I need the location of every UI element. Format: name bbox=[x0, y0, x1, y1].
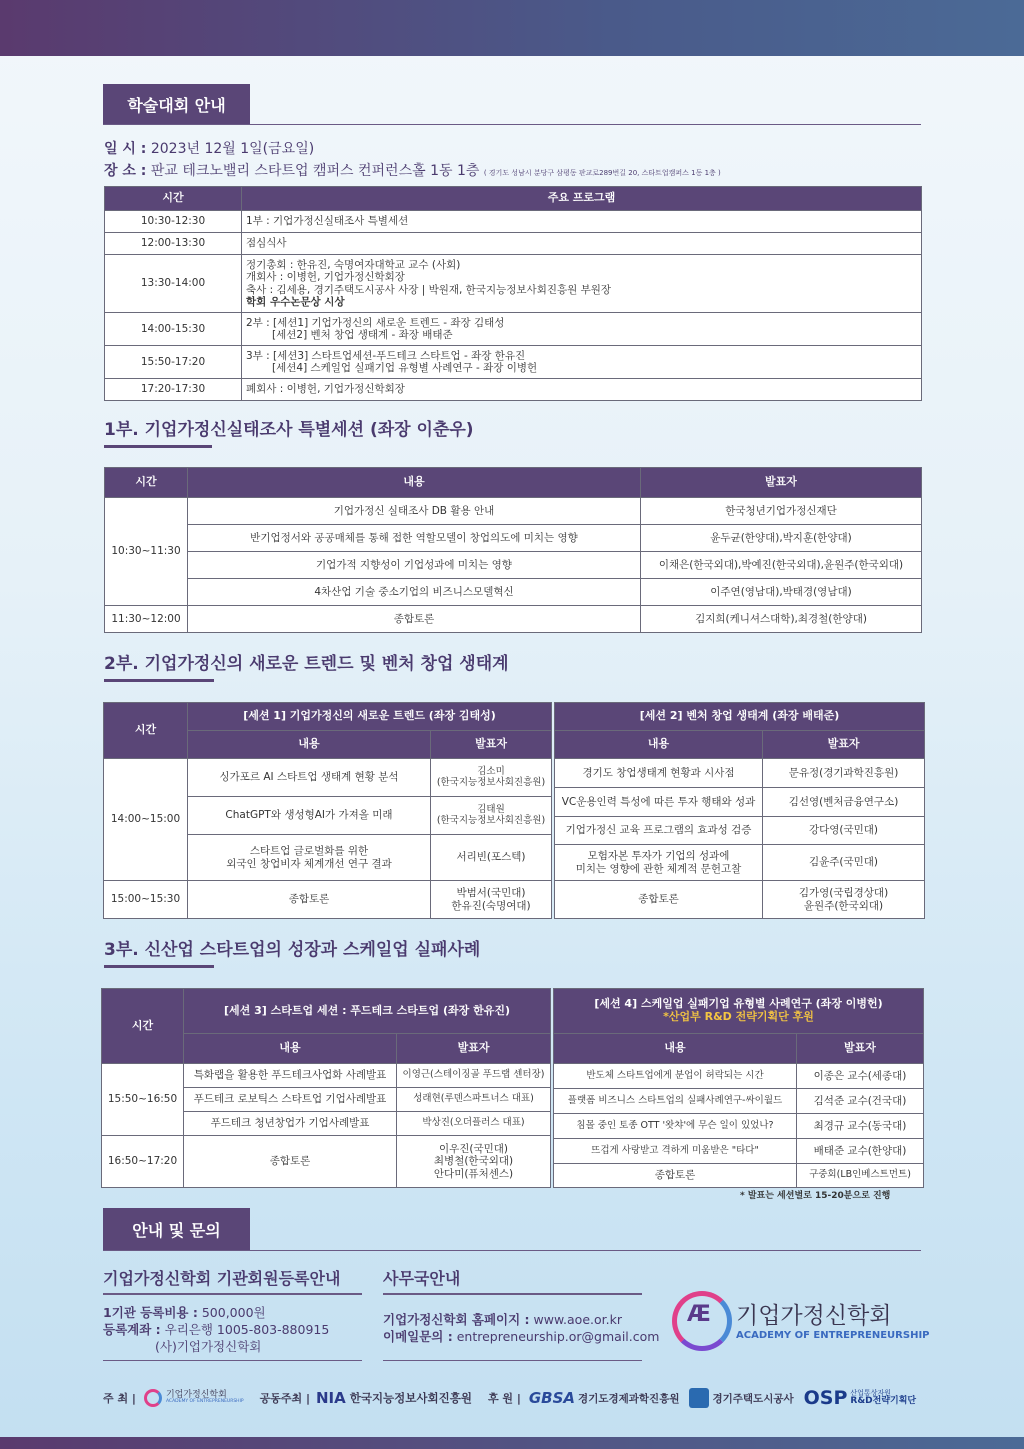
place-line bbox=[104, 160, 721, 180]
part2-session1-table bbox=[103, 702, 552, 919]
host-logo-icon bbox=[144, 1389, 162, 1407]
part1-speaker: 이채은(한국외대),박예진(한국외대),윤원주(한국외대) bbox=[641, 552, 922, 579]
session2-speaker: 강다영(국민대) bbox=[763, 817, 925, 845]
part1-underline bbox=[104, 445, 212, 448]
host-label: 주 최 | bbox=[103, 1392, 136, 1405]
account-value: 우리은행 1005-803-880915 bbox=[164, 1322, 330, 1337]
session4-content: 반도체 스타트업에게 분업이 허락되는 시간 bbox=[554, 1064, 797, 1089]
office-bottom-rule bbox=[383, 1360, 642, 1361]
support-label: 후 원 | bbox=[487, 1392, 521, 1405]
schedule-header-time: 시간 bbox=[105, 187, 242, 211]
session4-header-speaker: 발표자 bbox=[797, 1034, 924, 1064]
email-label: 이메일문의 : bbox=[383, 1329, 453, 1344]
gbsa-name: 경기도경제과학진흥원 bbox=[578, 1392, 680, 1405]
session2-header-content: 내용 bbox=[555, 731, 763, 759]
schedule-program: 폐회사 : 이병헌, 기업가정신학회장 bbox=[242, 379, 922, 401]
session1-speaker bbox=[431, 797, 552, 835]
gbsa-logo: GBSA bbox=[528, 1389, 576, 1407]
program-line: 정기총회 : 한유진, 숙명여자대학교 교수 (사회) bbox=[246, 259, 461, 272]
schedule-time: 13:30-14:00 bbox=[105, 255, 242, 313]
part1-content: 반기업정서와 공공매체를 통해 접한 역할모델이 창업의도에 미치는 영향 bbox=[188, 525, 641, 552]
table-row bbox=[554, 1064, 924, 1089]
table-row bbox=[105, 525, 922, 552]
part3-time: 16:50~17:20 bbox=[102, 1136, 184, 1188]
session3-content: 특화랩을 활용한 푸드테크사업화 사례발표 bbox=[184, 1064, 397, 1088]
table-row bbox=[555, 759, 925, 788]
session1-speaker: 서리빈(포스텍) bbox=[431, 835, 552, 881]
schedule-program bbox=[242, 255, 922, 313]
session1-header-content: 내용 bbox=[188, 731, 431, 759]
place-label: 장 소 : bbox=[104, 163, 147, 179]
part1-speaker: 한국청년기업가정신재단 bbox=[641, 498, 922, 525]
program-line: [세션2] 벤처 창업 생태계 - 좌장 배태준 bbox=[272, 329, 453, 341]
session3-speaker: 박상진(오더플러스 대표) bbox=[397, 1112, 551, 1136]
session4-header bbox=[554, 989, 924, 1034]
session4-speaker: 배태준 교수(한양대) bbox=[797, 1139, 924, 1164]
part1-content: 기업가정신 실태조사 DB 활용 안내 bbox=[188, 498, 641, 525]
schedule-table bbox=[104, 186, 922, 401]
part1-header-speaker: 발표자 bbox=[641, 468, 922, 498]
guide-tab bbox=[103, 84, 250, 124]
account-label: 등록계좌 : bbox=[103, 1322, 161, 1337]
table-row bbox=[105, 579, 922, 606]
part1-header-time: 시간 bbox=[105, 468, 188, 498]
place-address: ( 경기도 성남시 분당구 삼평동 판교로289번길 20, 스타트업캠퍼스 1동 1층 ) bbox=[483, 169, 721, 177]
part2-session2-table bbox=[554, 702, 925, 919]
registration-bottom-rule bbox=[103, 1360, 362, 1361]
session4-content: 침몰 중인 토종 OTT '왓챠'에 무슨 일이 있었나? bbox=[554, 1114, 797, 1139]
date-line bbox=[104, 138, 314, 158]
content-line: 스타트업 글로벌화를 위한 bbox=[249, 845, 369, 858]
top-banner bbox=[0, 0, 1024, 56]
table-row bbox=[102, 1064, 551, 1088]
program-line: 학회 우수논문상 시상 bbox=[246, 295, 345, 308]
schedule-program bbox=[242, 346, 922, 379]
session3-speaker bbox=[397, 1136, 551, 1188]
host-name-english: ACADEMY OF ENTREPRENEURSHIP bbox=[165, 1399, 244, 1405]
schedule-time: 17:20-17:30 bbox=[105, 379, 242, 401]
table-row bbox=[105, 606, 922, 633]
part1-table bbox=[104, 467, 922, 633]
guide-tab-label: 학술대회 안내 bbox=[127, 95, 226, 115]
session4-header-content: 내용 bbox=[554, 1034, 797, 1064]
session1-speaker bbox=[431, 881, 552, 919]
part3-title: 3부. 신산업 스타트업의 성장과 스케일업 실패사례 bbox=[104, 940, 481, 960]
session4-speaker: 구중회(LB인베스트먼트) bbox=[797, 1164, 924, 1188]
session4-sponsor: *산업부 R&D 전략기획단 후원 bbox=[663, 1010, 814, 1023]
speaker-name: 이우진(국민대) bbox=[438, 1143, 509, 1156]
presentation-note: * 발표는 세션별로 15-20분으로 진행 bbox=[740, 1191, 891, 1201]
session2-content: 기업가정신 교육 프로그램의 효과성 검증 bbox=[555, 817, 763, 845]
speaker-name: 최병철(한국외대) bbox=[433, 1155, 514, 1168]
session1-content: 싱가포르 AI 스타트업 생태계 현황 분석 bbox=[188, 759, 431, 797]
session1-content: ChatGPT와 생성형AI가 가져올 미래 bbox=[188, 797, 431, 835]
nia-name: 한국지능정보사회진흥원 bbox=[349, 1391, 472, 1405]
contact-tab bbox=[103, 1208, 250, 1250]
gh-logo-icon bbox=[689, 1388, 709, 1408]
place-value: 판교 테크노밸리 스타트업 캠퍼스 컨퍼런스홀 1동 1층 bbox=[150, 163, 480, 179]
session1-content bbox=[188, 835, 431, 881]
part1-time: 10:30~11:30 bbox=[105, 498, 188, 606]
host-name: 기업가정신학회 bbox=[165, 1390, 227, 1401]
session4-speaker: 김석준 교수(건국대) bbox=[797, 1089, 924, 1114]
session3-header: [세션 3] 스타트업 세션 : 푸드테크 스타트업 (좌장 한유진) bbox=[184, 989, 551, 1034]
part1-header-content: 내용 bbox=[188, 468, 641, 498]
date-value: 2023년 12월 1일(금요일) bbox=[150, 141, 315, 157]
registration-info bbox=[103, 1304, 329, 1355]
office-info bbox=[383, 1311, 659, 1345]
table-row bbox=[105, 313, 922, 346]
speaker-name: 김가영(국립경상대) bbox=[798, 887, 889, 900]
account-holder: (사)기업가정신학회 bbox=[155, 1339, 262, 1354]
speaker-affiliation: (한국지능정보사회진흥원) bbox=[436, 776, 546, 788]
table-row bbox=[554, 1089, 924, 1114]
schedule-program: 점심식사 bbox=[242, 233, 922, 255]
session3-content: 종합토론 bbox=[184, 1136, 397, 1188]
program-line: 축사 : 김세용, 경기주택도시공사 사장 | 박원재, 한국지능정보사회진흥원 부원장 bbox=[246, 283, 612, 296]
table-row bbox=[555, 817, 925, 845]
session1-content: 종합토론 bbox=[188, 881, 431, 919]
session3-content: 푸드테크 청년창업가 기업사례발표 bbox=[184, 1112, 397, 1136]
contact-rule bbox=[103, 1250, 921, 1251]
session2-speaker bbox=[763, 881, 925, 919]
part1-content: 기업가적 지향성이 기업성과에 미치는 영향 bbox=[188, 552, 641, 579]
contact-tab-label: 안내 및 문의 bbox=[132, 1220, 221, 1240]
table-row bbox=[102, 1136, 551, 1188]
schedule-time: 12:00-13:30 bbox=[105, 233, 242, 255]
part2-header-time: 시간 bbox=[104, 703, 188, 759]
session4-content: 종합토론 bbox=[554, 1164, 797, 1188]
session2-header-speaker: 발표자 bbox=[763, 731, 925, 759]
table-row bbox=[105, 346, 922, 379]
sponsor-bar bbox=[103, 1383, 923, 1413]
session3-speaker: 성래현(루덴스파트너스 대표) bbox=[397, 1088, 551, 1112]
homepage-label: 기업가정신학회 홈페이지 : bbox=[383, 1312, 530, 1327]
session2-content: 경기도 창업생태계 현황과 시사점 bbox=[555, 759, 763, 788]
schedule-time: 14:00-15:30 bbox=[105, 313, 242, 346]
session2-speaker: 문유정(경기과학진흥원) bbox=[763, 759, 925, 788]
osp-line1: 산업통상자원 bbox=[850, 1389, 891, 1397]
session4-content: 플랫폼 비즈니스 스타트업의 실패사례연구-싸이월드 bbox=[554, 1089, 797, 1114]
part2-time: 15:00~15:30 bbox=[104, 881, 188, 919]
session2-content: VC운용인력 특성에 따른 투자 행태와 성과 bbox=[555, 788, 763, 817]
session3-speaker: 이영근(스테이징골 푸드랩 센터장) bbox=[397, 1064, 551, 1088]
session4-title: [세션 4] 스케일업 실패기업 유형별 사례연구 (좌장 이병헌) bbox=[594, 997, 883, 1011]
academy-logo-korean: 기업가정신학회 bbox=[736, 1303, 892, 1329]
content-line: 모험자본 투자가 기업의 성과에 bbox=[587, 850, 730, 863]
speaker-name: 윤원주(한국외대) bbox=[803, 899, 884, 912]
table-row bbox=[554, 1164, 924, 1188]
part1-content: 4차산업 기술 중소기업의 비즈니스모델혁신 bbox=[188, 579, 641, 606]
session4-speaker: 최경규 교수(동국대) bbox=[797, 1114, 924, 1139]
session2-content: 종합토론 bbox=[555, 881, 763, 919]
academy-logo-english: ACADEMY OF ENTREPRENEURSHIP bbox=[736, 1330, 930, 1341]
fee-value: 500,000원 bbox=[201, 1305, 266, 1320]
cohost-label: 공동주최 | bbox=[259, 1392, 310, 1405]
gh-name: 경기주택도시공사 bbox=[712, 1392, 794, 1405]
session2-speaker: 김선영(벤처금융연구소) bbox=[763, 788, 925, 817]
part2-time: 14:00~15:00 bbox=[104, 759, 188, 881]
session3-header-speaker: 발표자 bbox=[397, 1034, 551, 1064]
fee-label: 1기관 등록비용 : bbox=[103, 1305, 198, 1320]
speaker-name: 안다미(퓨처센스) bbox=[433, 1167, 514, 1180]
schedule-header-program: 주요 프로그램 bbox=[242, 187, 922, 211]
session3-content: 푸드테크 로보틱스 스타트업 기업사례발표 bbox=[184, 1088, 397, 1112]
part1-title: 1부. 기업가정신실태조사 특별세션 (좌장 이춘우) bbox=[104, 420, 474, 440]
session2-speaker: 김윤주(국민대) bbox=[763, 845, 925, 881]
speaker-name: 한유진(숙명여대) bbox=[451, 899, 531, 912]
content-line: 외국인 창업비자 체계개선 연구 결과 bbox=[226, 857, 392, 870]
registration-rule bbox=[103, 1293, 362, 1295]
part1-speaker: 김지희(케니셔스대학),최경철(한양대) bbox=[641, 606, 922, 633]
schedule-program: 1부 : 기업가정신실태조사 특별세션 bbox=[242, 211, 922, 233]
part3-session3-table bbox=[101, 988, 551, 1188]
part1-speaker: 윤두균(한양대),박지훈(한양대) bbox=[641, 525, 922, 552]
table-row bbox=[105, 255, 922, 313]
osp-logo: OSP bbox=[803, 1387, 848, 1409]
email-link[interactable]: entrepreneurship.or@gmail.com bbox=[456, 1329, 660, 1344]
schedule-program bbox=[242, 313, 922, 346]
part3-session4-table bbox=[553, 988, 924, 1188]
table-row bbox=[105, 211, 922, 233]
session1-header-speaker: 발표자 bbox=[431, 731, 552, 759]
part3-time: 15:50~16:50 bbox=[102, 1064, 184, 1136]
table-row bbox=[105, 498, 922, 525]
speaker-name: 김소미 bbox=[477, 765, 505, 777]
session2-content bbox=[555, 845, 763, 881]
table-row bbox=[104, 759, 552, 797]
table-row bbox=[554, 1114, 924, 1139]
table-row bbox=[104, 881, 552, 919]
session2-header: [세션 2] 벤처 창업 생태계 (좌장 배태준) bbox=[555, 703, 925, 731]
table-row bbox=[555, 845, 925, 881]
speaker-name: 박범서(국민대) bbox=[456, 887, 526, 900]
part1-speaker: 이주연(영남대),박태경(영남대) bbox=[641, 579, 922, 606]
part2-underline bbox=[104, 679, 214, 682]
program-line: [세션4] 스케일업 실패기업 유형별 사례연구 - 좌장 이병헌 bbox=[272, 362, 538, 374]
table-row bbox=[105, 379, 922, 401]
part2-title: 2부. 기업가정신의 새로운 트렌드 및 벤처 창업 생태계 bbox=[104, 654, 509, 674]
table-row bbox=[105, 552, 922, 579]
bottom-banner bbox=[0, 1437, 1024, 1449]
speaker-name: 김태원 bbox=[477, 803, 505, 815]
program-line: 개회사 : 이병헌, 기업가정신학회장 bbox=[246, 271, 405, 284]
schedule-time: 10:30-12:30 bbox=[105, 211, 242, 233]
table-row bbox=[555, 881, 925, 919]
speaker-affiliation: (한국지능정보사회진흥원) bbox=[436, 814, 546, 826]
schedule-time: 15:50-17:20 bbox=[105, 346, 242, 379]
table-row bbox=[105, 233, 922, 255]
part1-content: 종합토론 bbox=[188, 606, 641, 633]
guide-rule bbox=[103, 124, 921, 125]
session3-header-content: 내용 bbox=[184, 1034, 397, 1064]
table-row bbox=[554, 1139, 924, 1164]
program-line: 2부 : [세션1] 기업가정신의 새로운 트렌드 - 좌장 김태성 bbox=[246, 316, 505, 329]
session1-header: [세션 1] 기업가정신의 새로운 트렌드 (좌장 김태성) bbox=[188, 703, 552, 731]
osp-line2: R&D전략기획단 bbox=[850, 1396, 917, 1406]
part3-underline bbox=[104, 965, 214, 968]
homepage-link[interactable]: www.aoe.or.kr bbox=[533, 1312, 622, 1327]
table-row bbox=[555, 788, 925, 817]
date-label: 일 시 : bbox=[104, 141, 147, 157]
part1-time: 11:30~12:00 bbox=[105, 606, 188, 633]
nia-logo: NIA bbox=[315, 1389, 346, 1407]
office-rule bbox=[383, 1293, 642, 1295]
content-line: 미치는 영향에 관한 체계적 문헌고찰 bbox=[575, 862, 742, 875]
program-line: 3부 : [세션3] 스타트업세션-푸드테크 스타트업 - 좌장 한유진 bbox=[246, 349, 526, 362]
session1-speaker bbox=[431, 759, 552, 797]
part3-header-time: 시간 bbox=[102, 989, 184, 1064]
session4-content: 뜨겁게 사랑받고 격하게 미움받은 "타다" bbox=[554, 1139, 797, 1164]
session4-speaker: 이종은 교수(세종대) bbox=[797, 1064, 924, 1089]
registration-title: 기업가정신학회 기관회원등록안내 bbox=[103, 1269, 341, 1288]
academy-logo-letters: Æ bbox=[687, 1302, 711, 1327]
office-title: 사무국안내 bbox=[383, 1269, 461, 1288]
